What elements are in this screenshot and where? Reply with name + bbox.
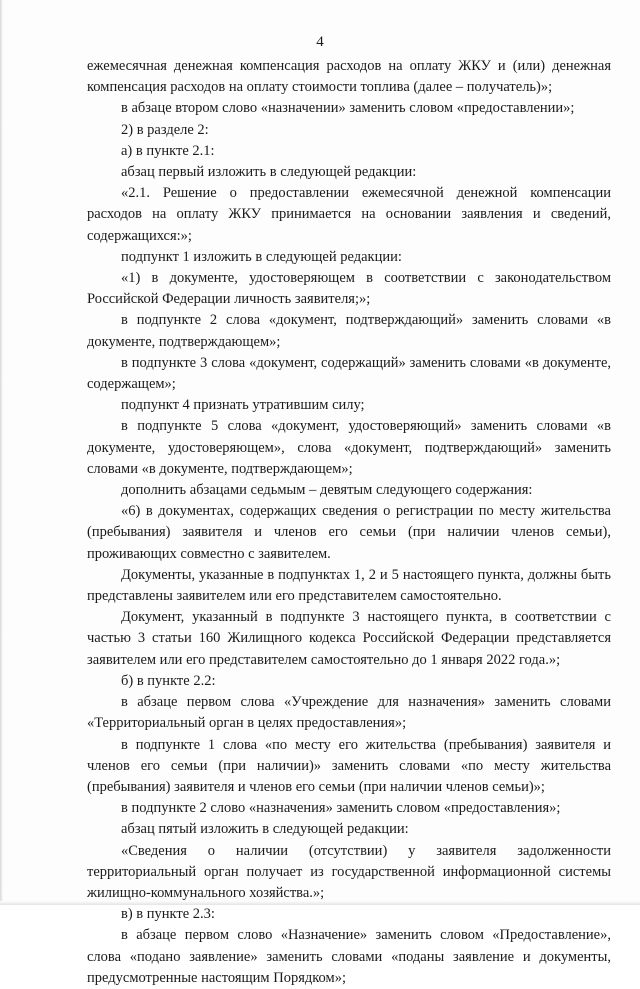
paragraph: а) в пункте 2.1: xyxy=(121,142,215,159)
paragraph: дополнить абзацами седьмым – девятым следующего содержания: xyxy=(121,482,533,499)
paragraph: в подпункте 5 слова «документ, удостоверяющий» заменить словами «в документе, удостоверяющем», слова «документ, подтверждающий» заменить словами «в документе, подтверждающем»; xyxy=(87,418,611,477)
scan-edge-shadow xyxy=(0,0,3,905)
paragraph: в подпункте 2 слова «документ, подтверждающий» заменить словами «в документе, подтверждающем»; xyxy=(87,312,611,350)
paragraph: подпункт 1 изложить в следующей редакции: xyxy=(121,248,402,265)
paragraph: Документы, указанные в подпунктах 1, 2 и 5 настоящего пункта, должны быть представлены заявителем или его представителем самостоятельно. xyxy=(87,566,611,605)
paragraph: подпункт 4 признать утратившим силу; xyxy=(121,397,365,414)
paragraph: «Сведения о наличии (отсутствии) у заявителя задолженности территориальный орган получает из государственной информационной системы жилищно-коммунального хозяйства.»; xyxy=(87,842,611,901)
scan-bottom-shadow xyxy=(0,901,640,905)
paragraph: в абзаце первом слово «Назначение» заменить словом «Предоставление», слова «подано заявление» заменить словами «поданы заявление и документы, предусмотренные настоящим Порядком»; xyxy=(87,927,611,986)
paragraph: абзац пятый изложить в следующей редакции: xyxy=(121,821,409,838)
paragraph: Документ, указанный в подпункте 3 настоящего пункта, в соответствии с частью 3 статьи 160 Жилищного кодекса Российской Федерации представляется заявителем или его представителем самостоятельно до 1 января 2022 года.»; xyxy=(87,609,611,668)
paragraph: абзац первый изложить в следующей редакции: xyxy=(121,164,417,181)
paragraph: в подпункте 3 слова «документ, содержащий» заменить словами «в документе, содержащем»; xyxy=(87,354,611,393)
page-number: 4 xyxy=(316,34,324,50)
paragraph: «1) в документе, удостоверяющем в соответствии с законодательством Российской Федерации личность заявителя;»; xyxy=(87,270,611,308)
paragraph: «2.1. Решение о предоставлении ежемесячной денежной компенсации расходов на оплату ЖКУ принимается на основании заявления и сведений, содержащихся:»; xyxy=(87,185,611,244)
paragraph: в подпункте 1 слова «по месту его жительства (пребывания) заявителя и членов его семьи (при наличии)» заменить словами «по месту жительства (пребывания) заявителя и членов его семьи (при наличии членов семьи)»; xyxy=(87,736,611,795)
paragraph: «6) в документах, содержащих сведения о регистрации по месту жительства (пребывания) заявителя и членов его семьи (при наличии членов семьи), проживающих совместно с заявителем. xyxy=(87,503,611,562)
paragraph: в абзаце втором слово «назначении» заменить словом «предоставлении»; xyxy=(121,100,575,117)
paragraph: ежемесячная денежная компенсация расходов на оплату ЖКУ и (или) денежная компенсация расходов на оплату стоимости топлива (далее – получатель)»; xyxy=(87,58,611,96)
paragraph: в подпункте 2 слово «назначения» заменить словом «предоставления»; xyxy=(121,800,561,817)
document-body xyxy=(87,56,611,989)
paragraph: в абзаце первом слова «Учреждение для назначения» заменить словами «Территориальный орган в целях предоставления»; xyxy=(87,694,611,732)
paragraph: 2) в разделе 2: xyxy=(121,121,209,138)
paragraph: в) в пункте 2.3: xyxy=(121,906,215,923)
paragraph: б) в пункте 2.2: xyxy=(121,672,216,689)
